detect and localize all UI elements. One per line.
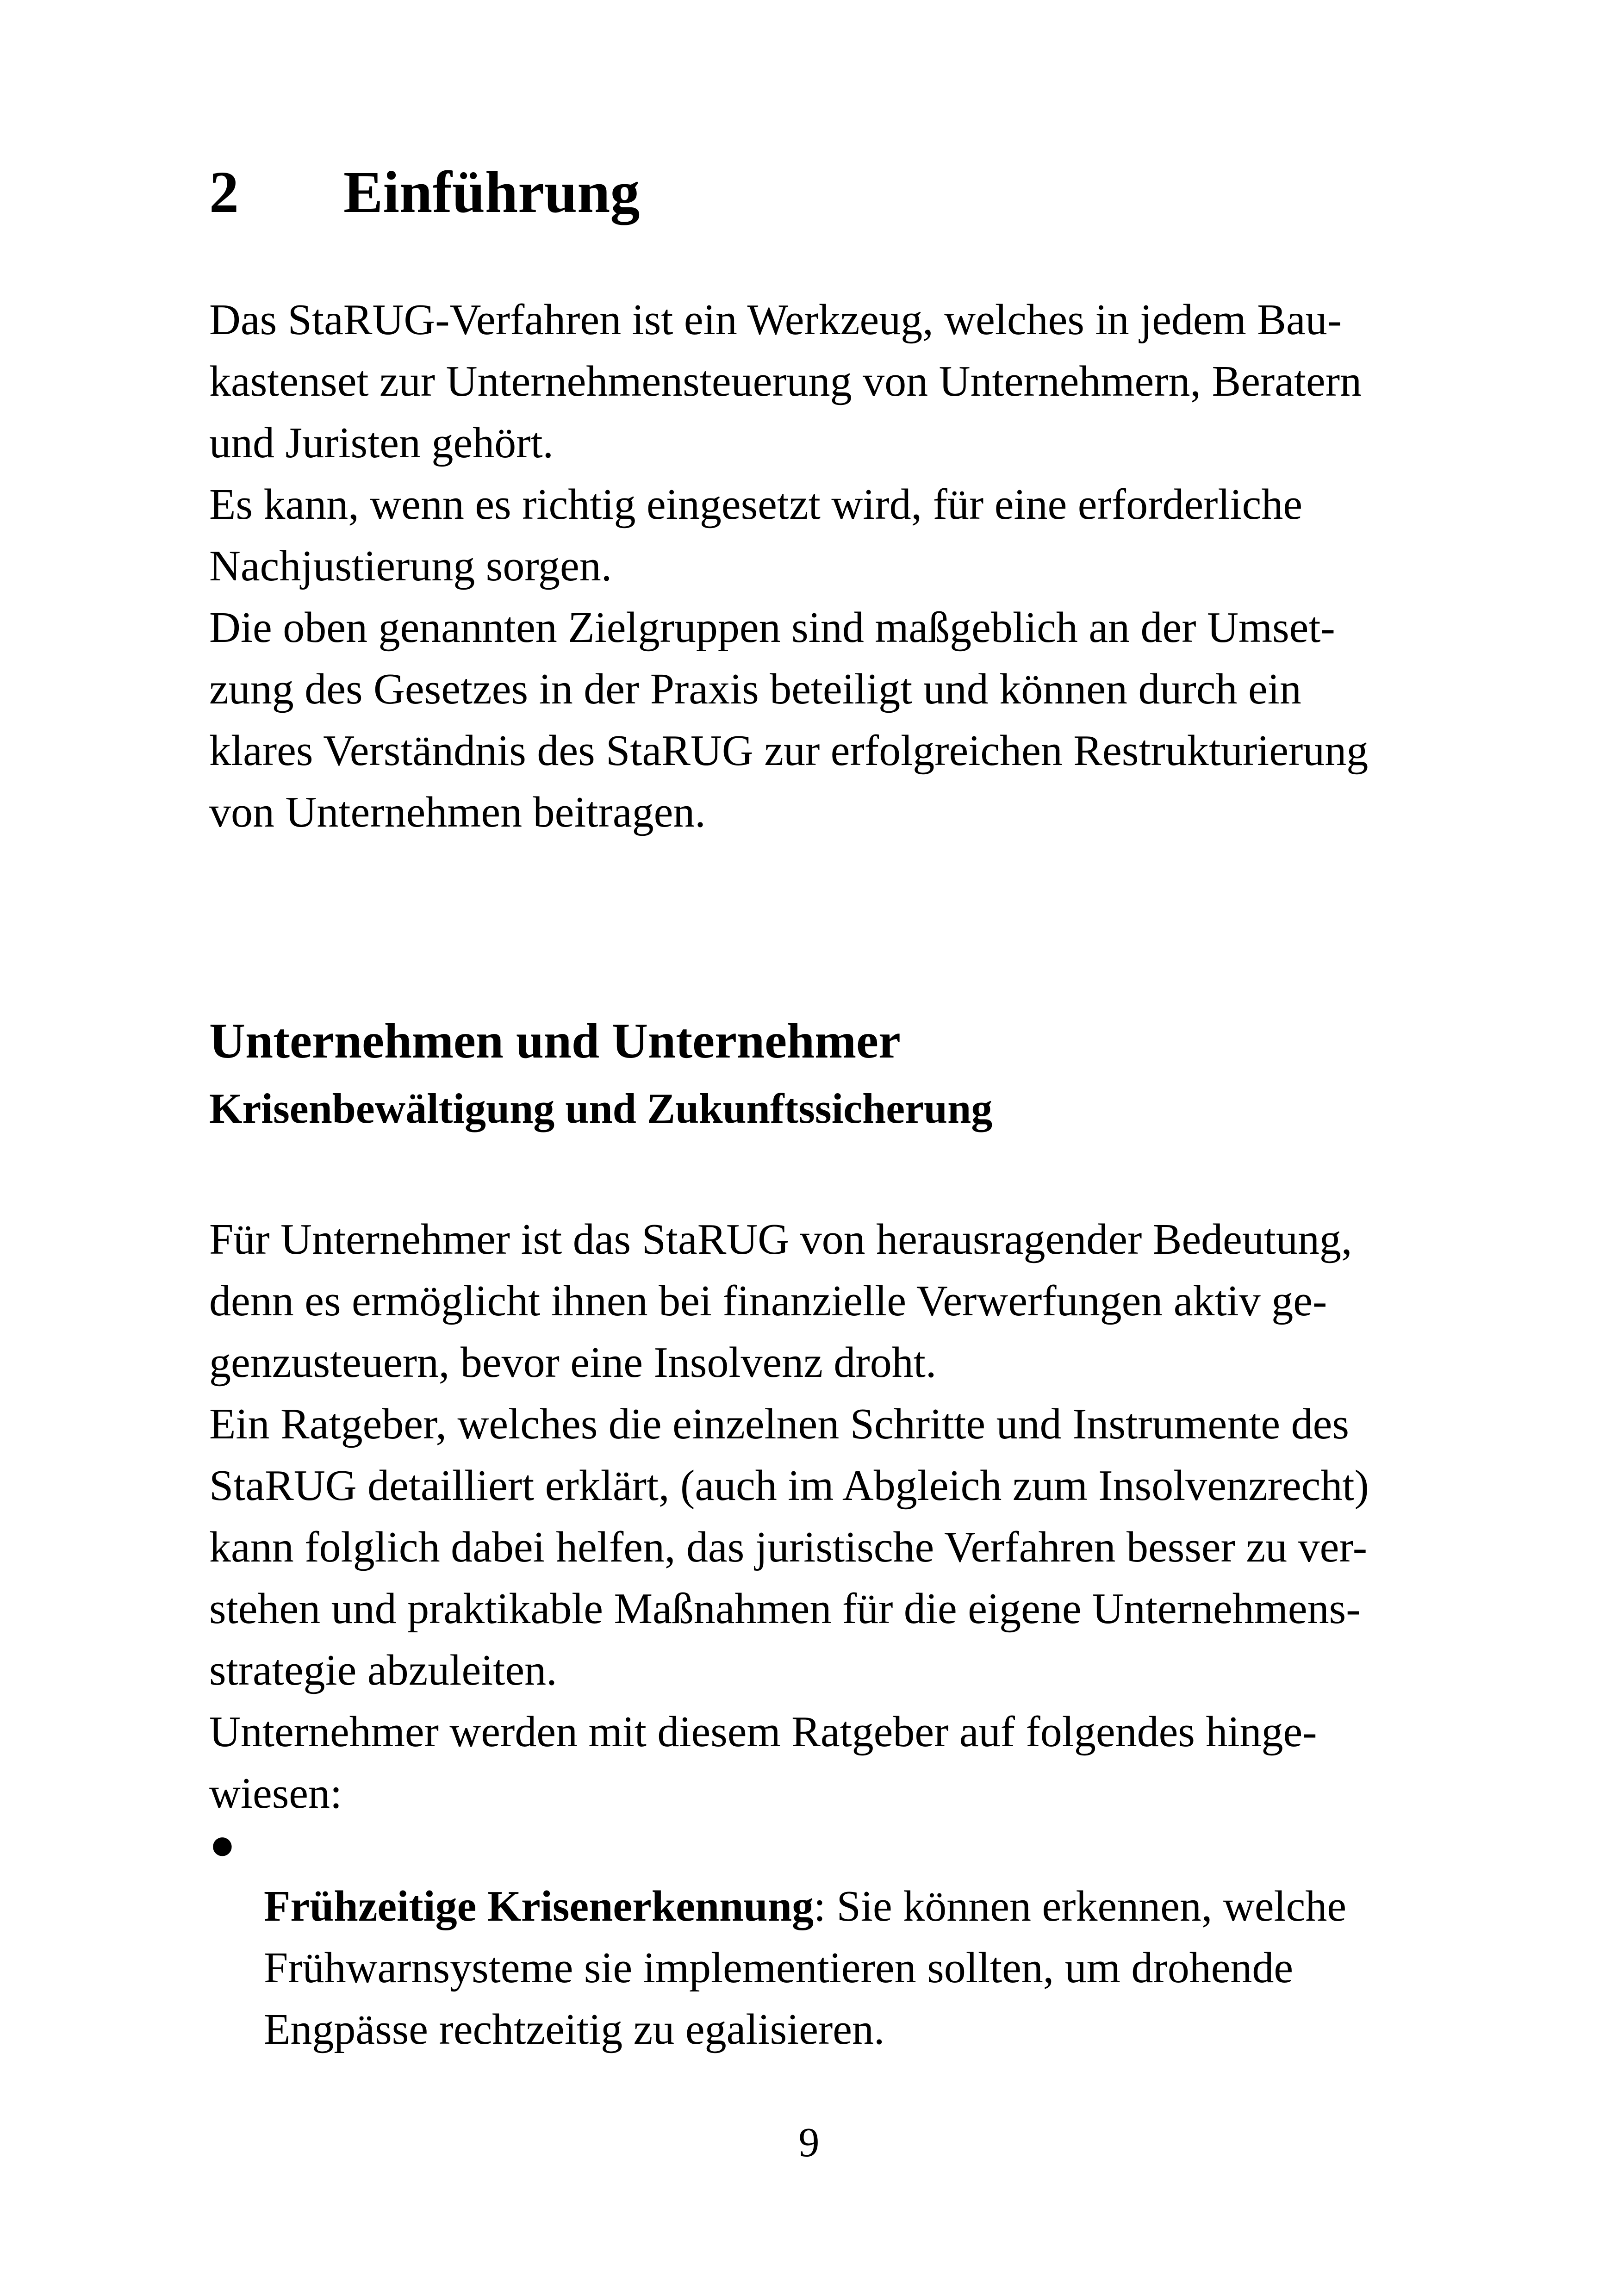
bullet-list xyxy=(209,1814,1440,2060)
chapter-title: Einführung xyxy=(343,159,640,225)
section-title: Unternehmen und Unternehmer xyxy=(209,1014,901,1069)
page-number: 9 xyxy=(798,2120,820,2165)
chapter-heading xyxy=(209,153,1459,231)
bullet-text: : Sie können erkennen, welche Frühwarnsysteme sie implementieren sollten, um drohende Engpässe rechtzeitig zu egalisieren. xyxy=(264,1882,1347,2053)
section-body: Für Unternehmer ist das StaRUG von herausragender Bedeutung, denn es ermöglicht ihnen bei finanzielle Verwerfungen aktiv ge- genzusteuern, bevor eine Insolvenz droht. Ein Ratgeber, welches die einzelnen Schritte und Instrumente des StaRUG detailliert erklärt, (auch im Abgleich zum Insolvenzrecht) kann folglich dabei helfen, das juristische Verfahren besser zu ver- stehen und praktikable Maßnahmen für die eigene Unternehmens- strategie abzuleiten. Unternehmer werden mit diesem Ratgeber auf folgendes hinge- wiesen: xyxy=(209,1215,1369,1817)
list-item xyxy=(209,1814,1440,2060)
intro-paragraph: Das StaRUG-Verfahren ist ein Werkzeug, welches in jedem Bau- kastenset zur Unternehmensteuerung von Unternehmern, Beratern und Juristen gehört. Es kann, wenn es richtig eingesetzt wird, für eine erforderliche Nachjustierung sorgen. Die oben genannten Zielgruppen sind maßgeblich an der Umset- zung des Gesetzes in der Praxis beteiligt und können durch ein klares Verständnis des StaRUG zur erfolgreichen Restrukturierung von Unternehmen beitragen. xyxy=(209,296,1369,836)
chapter-number: 2 xyxy=(209,159,239,225)
bullet-icon: ● xyxy=(209,1821,236,1869)
bullet-label: Frühzeitige Krisenerkennung xyxy=(264,1882,814,1930)
section-subtitle: Krisenbewältigung und Zukunftssicherung xyxy=(209,1085,993,1132)
